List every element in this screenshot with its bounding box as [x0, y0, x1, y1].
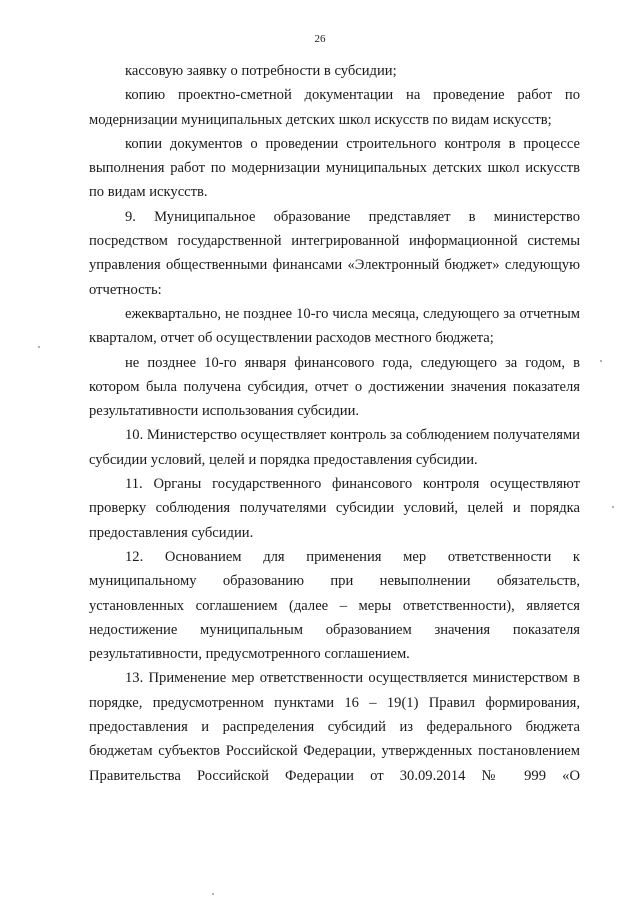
paragraph-item-10: 10. Министерство осуществляет контроль за соблюдением получателями субсидии условий, целей и порядка предоставления субсидии. [89, 427, 580, 468]
paragraph-construction-control: копии документов о проведении строительного контроля в процессе выполнения работ по модернизации муниципальных детских школ искусств по видам искусств. [89, 135, 580, 201]
paragraph-annual-report: не позднее 10-го января финансового года, следующего за годом, в котором была получена субсидия, отчет о достижении значения показателя результативности использования субсидии. [89, 354, 580, 420]
paragraph-item-12: 12. Основанием для применения мер ответственности к муниципальному образованию при невыполнении обязательств, установленных соглашением (далее – меры ответственности), является недостижение муниципальным образованием значения показателя результативности, предусмотренного соглашением. [89, 548, 580, 663]
paragraph-item-11: 11. Органы государственного финансового контроля осуществляют проверку соблюдения получателями субсидии условий, целей и порядка предоставления субсидии. [89, 476, 580, 541]
paragraph-design-docs: копию проектно-сметной документации на проведение работ по модернизации муниципальных детских школ искусств по видам искусств; [89, 87, 580, 128]
scan-speck [600, 360, 602, 362]
page-number: 26 [314, 33, 326, 45]
paragraph-quarterly-report: ежеквартально, не позднее 10-го числа месяца, следующего за отчетным кварталом, отчет об осуществлении расходов местного бюджета; [89, 305, 580, 347]
scan-speck [212, 893, 214, 895]
scan-speck [38, 346, 40, 348]
paragraph-cash-request: кассовую заявку о потребности в субсидии; [125, 63, 397, 79]
document-body [89, 59, 580, 788]
paragraph-item-13: 13. Применение мер ответственности осуществляется министерством в порядке, предусмотренном пунктами 16 – 19(1) Правил формирования, предоставления и распределения субсидий из федерального бюджета бюджетам субъектов Российской Федерации, утвержденных постановлением Правительства Российской Федерации от 30.09.2014 № 999 «О [89, 670, 580, 784]
scan-speck [612, 506, 614, 508]
paragraph-item-9: 9. Муниципальное образование представляет в министерство посредством государственной интегрированной информационной системы управления общественными финансами «Электронный бюджет» следующую отчетность: [89, 208, 580, 298]
